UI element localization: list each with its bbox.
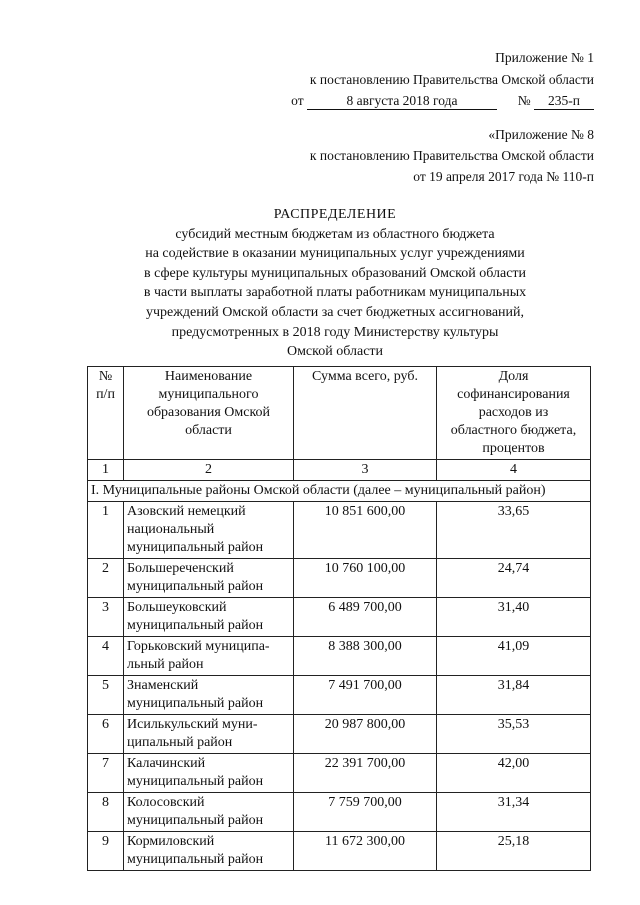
subsidy-sum: 8 388 300,00	[294, 637, 437, 676]
title-line: Омской области	[286, 344, 384, 360]
cofinancing-share: 31,40	[437, 598, 591, 637]
municipality-name	[124, 502, 294, 559]
appendix8-date: от 19 апреля 2017 года № 110-п	[413, 169, 594, 184]
municipality-name-line: Кормиловский	[127, 834, 215, 849]
table-row	[88, 598, 591, 637]
municipality-name-line: Исилькульский муни-	[127, 717, 258, 732]
municipality-name-line: муниципальный район	[127, 540, 264, 555]
subsidy-sum: 10 851 600,00	[294, 502, 437, 559]
cofinancing-share: 31,34	[437, 793, 591, 832]
appendix8-number: «Приложение № 8	[488, 127, 594, 142]
column-number-row	[88, 460, 591, 481]
municipality-name	[124, 832, 294, 871]
municipality-name	[124, 637, 294, 676]
municipality-name-line: национальный	[127, 522, 215, 537]
section-title: I. Муниципальные районы Омской области (далее – муниципальный район)	[88, 481, 591, 502]
row-number: 9	[88, 832, 124, 871]
col-header-line: №	[98, 369, 113, 384]
table-body	[88, 502, 591, 871]
municipality-name-line: муниципальный район	[127, 696, 264, 711]
title-line: субсидий местным бюджетам из областного бюджета	[175, 226, 495, 242]
appendix8-reference: к постановлению Правительства Омской области	[309, 148, 594, 163]
table-row	[88, 832, 591, 871]
col-header-sum	[294, 367, 437, 460]
col-header-line: муниципального	[158, 387, 259, 402]
municipality-name-line: муниципальный район	[127, 774, 264, 789]
municipality-name	[124, 793, 294, 832]
col-header-line: процентов	[482, 441, 545, 456]
column-number: 1	[88, 460, 124, 481]
row-number: 7	[88, 754, 124, 793]
subsidy-sum: 10 760 100,00	[294, 559, 437, 598]
subsidy-sum: 7 491 700,00	[294, 676, 437, 715]
municipality-name-line: Знаменский	[127, 678, 199, 693]
subsidy-table	[87, 366, 591, 871]
municipality-name-line: Азовский немецкий	[127, 504, 246, 519]
title-line: в части выплаты заработной платы работникам муниципальных	[143, 285, 527, 301]
cofinancing-share: 25,18	[437, 832, 591, 871]
row-number: 5	[88, 676, 124, 715]
column-number: 4	[437, 460, 591, 481]
municipality-name-line: муниципальный район	[127, 813, 264, 828]
cofinancing-share: 35,53	[437, 715, 591, 754]
col-header-line: Наименование	[164, 369, 253, 384]
col-header-line: Сумма всего, руб.	[312, 369, 418, 384]
municipality-name-line: муниципальный район	[127, 852, 264, 867]
row-number: 4	[88, 637, 124, 676]
col-header-name	[124, 367, 294, 460]
table-row	[88, 793, 591, 832]
cofinancing-share: 24,74	[437, 559, 591, 598]
col-header-line: софинансирования	[457, 387, 570, 402]
municipality-name-line: Большеуковский	[127, 600, 227, 615]
row-number: 3	[88, 598, 124, 637]
municipality-name-line: Калачинский	[127, 756, 206, 771]
municipality-name-line: льный район	[127, 657, 204, 672]
appendix-number: Приложение № 1	[495, 50, 594, 65]
table-row	[88, 754, 591, 793]
col-header-line: п/п	[96, 387, 115, 402]
number-prefix: №	[517, 93, 531, 108]
table-row	[88, 502, 591, 559]
row-number: 1	[88, 502, 124, 559]
municipality-name	[124, 598, 294, 637]
col-header-share	[437, 367, 591, 460]
col-header-line: области	[185, 423, 232, 438]
title-line: учреждений Омской области за счет бюджетных ассигнований,	[145, 304, 525, 320]
col-header-line: образования Омской	[146, 405, 271, 420]
col-header-number	[88, 367, 124, 460]
subsidy-sum: 22 391 700,00	[294, 754, 437, 793]
title-heading: РАСПРЕДЕЛЕНИЕ	[273, 207, 397, 222]
column-number: 3	[294, 460, 437, 481]
table-row	[88, 559, 591, 598]
municipality-name	[124, 715, 294, 754]
col-header-line: расходов из	[478, 405, 549, 420]
municipality-name-line: Колосовский	[127, 795, 205, 810]
municipality-name	[124, 754, 294, 793]
subsidy-sum: 6 489 700,00	[294, 598, 437, 637]
decree-number: 235-п	[534, 92, 594, 110]
table-row	[88, 637, 591, 676]
date-prefix: от	[291, 93, 304, 108]
row-number: 2	[88, 559, 124, 598]
section-row	[88, 481, 591, 502]
title-line: предусмотренных в 2018 году Министерству культуры	[171, 324, 499, 340]
document-title	[110, 205, 560, 362]
subsidy-sum: 20 987 800,00	[294, 715, 437, 754]
table-header-row	[88, 367, 591, 460]
col-header-line: областного бюджета,	[450, 423, 577, 438]
subsidy-sum: 11 672 300,00	[294, 832, 437, 871]
municipality-name-line: муниципальный район	[127, 579, 264, 594]
municipality-name	[124, 676, 294, 715]
municipality-name-line: ципальный район	[127, 735, 233, 750]
municipality-name-line: Большереченский	[127, 561, 234, 576]
municipality-name-line: муниципальный район	[127, 618, 264, 633]
col-header-line: Доля	[498, 369, 529, 384]
cofinancing-share: 31,84	[437, 676, 591, 715]
title-line: на содействие в оказании муниципальных услуг учреждениями	[145, 246, 525, 262]
row-number: 6	[88, 715, 124, 754]
cofinancing-share: 41,09	[437, 637, 591, 676]
decree-date: 8 августа 2018 года	[307, 92, 497, 110]
table-row	[88, 715, 591, 754]
cofinancing-share: 33,65	[437, 502, 591, 559]
appendix-reference: к постановлению Правительства Омской области	[309, 72, 594, 87]
cofinancing-share: 42,00	[437, 754, 591, 793]
title-line: в сфере культуры муниципальных образований Омской области	[143, 265, 527, 281]
municipality-name	[124, 559, 294, 598]
subsidy-sum: 7 759 700,00	[294, 793, 437, 832]
decree-date-line	[291, 91, 594, 111]
municipality-name-line: Горьковский муниципа-	[127, 639, 270, 654]
table-row	[88, 676, 591, 715]
row-number: 8	[88, 793, 124, 832]
column-number: 2	[124, 460, 294, 481]
